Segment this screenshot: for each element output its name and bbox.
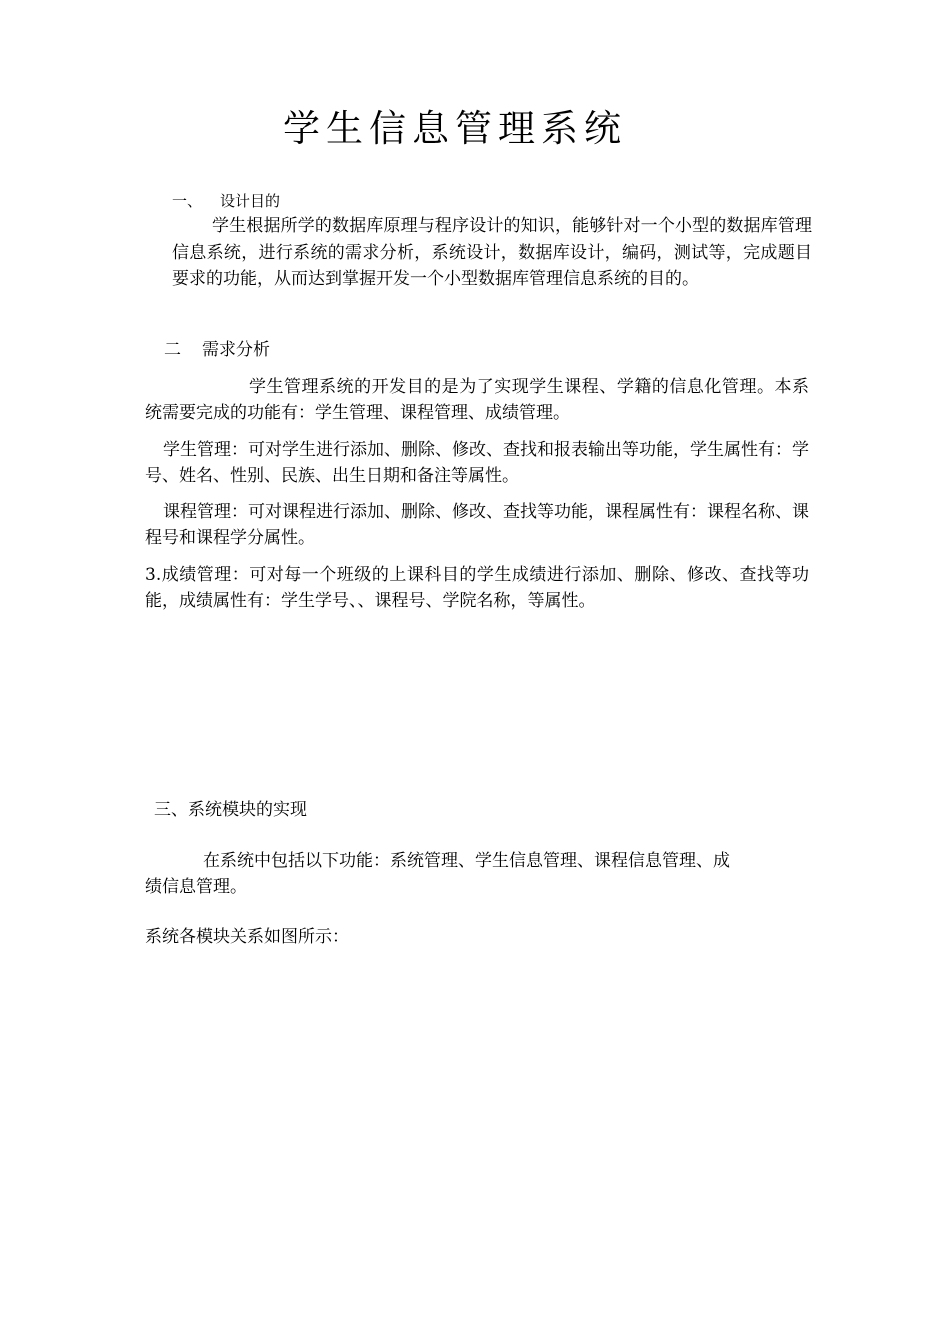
section-2-number: 二: [164, 340, 181, 360]
document-title: 学生信息管理系统: [283, 107, 627, 150]
section-3-paragraph: 在系统中包括以下功能：系统管理、学生信息管理、课程信息管理、成绩信息管理。: [145, 851, 730, 897]
requirements-intro-paragraph: 学生管理系统的开发目的是为了实现学生课程、学籍的信息化管理。本系统需要完成的功能有：学生管理、课程管理、成绩管理。: [145, 377, 809, 423]
student-management-paragraph: 学生管理：可对学生进行添加、删除、修改、查找和报表输出等功能，学生属性有：学号、姓名、性别、民族、出生日期和备注等属性。: [145, 440, 809, 486]
section-1-number: 一、: [172, 192, 203, 210]
section-2-title: 需求分析: [202, 340, 270, 360]
section-3-heading: 三、系统模块的实现: [154, 800, 307, 820]
section-1-heading: [172, 190, 280, 212]
section-1-title: 设计目的: [220, 192, 281, 210]
figure-caption: 系统各模块关系如图所示：: [145, 927, 349, 947]
grade-management-paragraph: 3.成绩管理：可对每一个班级的上课科目的学生成绩进行添加、删除、修改、查找等功能，成绩属性有：学生学号、、课程号、学院名称，等属性。: [145, 565, 809, 611]
course-management-paragraph: 课程管理：可对课程进行添加、删除、修改、查找等功能，课程属性有：课程名称、课程号和课程学分属性。: [145, 502, 809, 548]
section-1-paragraph: 学生根据所学的数据库原理与程序设计的知识，能够针对一个小型的数据库管理信息系统，进行系统的需求分析，系统设计，数据库设计，编码，测试等，完成题目要求的功能，从而达到掌握开发一个小型数据库管理信息系统的目的。: [172, 216, 812, 289]
section-2-heading: [164, 338, 270, 362]
